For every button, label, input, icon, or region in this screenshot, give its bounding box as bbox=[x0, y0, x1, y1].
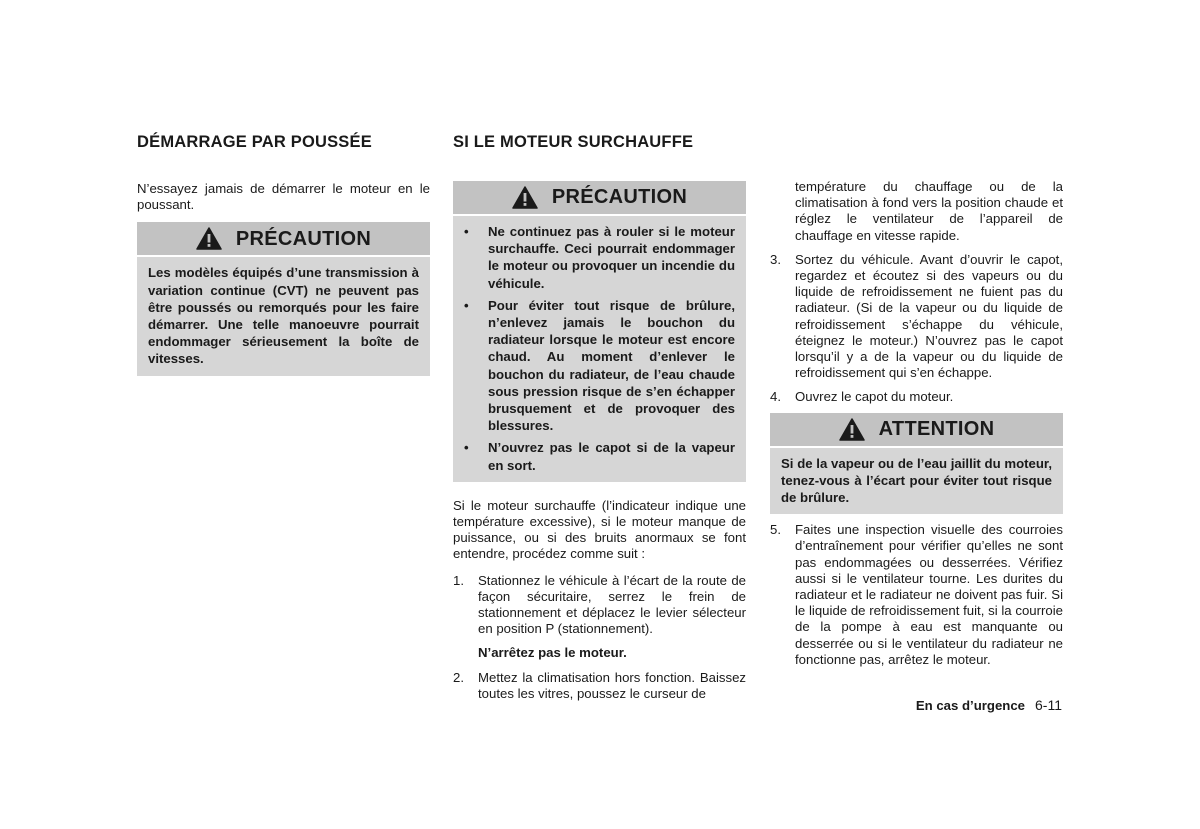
step-number: 1. bbox=[453, 572, 464, 588]
list-item: • Pour éviter tout risque de brûlure, n’enlevez jamais le bouchon du radiateur lorsque le moteur est encore chaud. Au moment d’enlever le bouchon du radiateur, de l’eau chaude sous pression risque de s’en échapper brusquement et de provoquer des blessures. bbox=[464, 297, 735, 434]
step-number: 2. bbox=[453, 669, 464, 685]
step-item bbox=[770, 389, 1063, 405]
caution-box-header bbox=[137, 222, 430, 257]
step-text: Stationnez le véhicule à l’écart de la route de façon sécuritaire, serrez le frein de stationnement et déplacez le levier sélecteur en position P (stationnement). bbox=[478, 572, 746, 637]
step-text: Mettez la climatisation hors fonction. Baissez toutes les vitres, poussez le curseur de bbox=[478, 669, 746, 701]
caution-box-cvt bbox=[137, 222, 430, 375]
caution-box-header bbox=[453, 181, 746, 216]
step-text: Sortez du véhicule. Avant d’ouvrir le capot, regardez et écoutez si des vapeurs ou du liquide de refroidissement ne fuient pas du radiateur. (Si de la vapeur ou du liquide de refroidissement s’échappe du véhicule, éteignez le moteur.) N’ouvrez pas le capot lorsqu’il y a de la vapeur ou du liquide de refroidissement qui s’en échappe. bbox=[795, 251, 1063, 381]
step-number: 4. bbox=[770, 389, 781, 405]
step-text: Ouvrez le capot du moteur. bbox=[795, 389, 954, 405]
attention-title: ATTENTION bbox=[878, 418, 995, 441]
page-number: 6-11 bbox=[1035, 697, 1062, 713]
step-item bbox=[453, 573, 746, 638]
overheat-intro: Si le moteur surchauffe (l’indicateur indique une température excessive), si le moteur manque de puissance, ou si des bruits anormaux se font entendre, procédez comme suit : bbox=[453, 497, 746, 562]
step-item bbox=[453, 670, 746, 702]
step-item bbox=[770, 252, 1063, 382]
page-footer bbox=[870, 697, 1062, 713]
caution-body bbox=[453, 216, 746, 482]
column-left bbox=[137, 131, 430, 376]
step-note: N’arrêtez pas le moteur. bbox=[478, 645, 627, 661]
list-item: • Ne continuez pas à rouler si le moteur surchauffe. Ceci pourrait endommager le moteur ou provoquer un incendie du véhicule. bbox=[464, 224, 735, 291]
step-number: 3. bbox=[770, 251, 781, 267]
caution-title: PRÉCAUTION bbox=[235, 227, 372, 250]
caution-box-overheat bbox=[453, 181, 746, 482]
caution-text: Les modèles équipés d’une transmission à variation continue (CVT) ne peuvent pas être poussés ou remorqués pour les faire démarrer. Une telle manoeuvre pourrait endommager sérieusement la boîte de vitesses. bbox=[148, 265, 419, 367]
step-item bbox=[770, 522, 1063, 668]
attention-box bbox=[770, 413, 1063, 515]
section-heading-push-start: DÉMARRAGE PAR POUSSÉE bbox=[137, 133, 372, 151]
list-item: • N’ouvrez pas le capot si de la vapeur en sort. bbox=[464, 440, 735, 473]
section-heading-overheat: SI LE MOTEUR SURCHAUFFE bbox=[453, 133, 694, 151]
step-number: 5. bbox=[770, 522, 781, 538]
column-middle bbox=[453, 131, 746, 702]
warning-triangle-icon bbox=[196, 227, 222, 250]
warning-triangle-icon bbox=[839, 418, 865, 441]
bullet-dot-icon: • bbox=[464, 440, 469, 456]
attention-box-header bbox=[770, 413, 1063, 448]
caution-title: PRÉCAUTION bbox=[551, 186, 688, 209]
footer-section-title: En cas d’urgence bbox=[915, 698, 1026, 713]
bullet-dot-icon: • bbox=[464, 297, 469, 313]
step-continuation: température du chauffage ou de la climatisation à fond vers la position chaude et réglez le ventilateur de l’appareil de chauffage en vitesse rapide. bbox=[795, 179, 1063, 243]
push-start-intro: N’essayez jamais de démarrer le moteur en le poussant. bbox=[137, 181, 430, 213]
bullet-dot-icon: • bbox=[464, 224, 469, 239]
step-text: Faites une inspection visuelle des courroies d’entraînement pour vérifier qu’elles ne sont pas endommagées ou desserrées. Vérifiez aussi si le ventilateur tourne. Les durites du radiateur et le radiateur ne doivent pas fuir. Si le liquide de refroidissement fuit, si la courroie de la pompe à eau est manquante ou desserrée ou si le ventilateur du radiateur ne fonctionne pas, arrêtez le moteur. bbox=[795, 522, 1063, 667]
caution-bullet-list bbox=[464, 223, 735, 474]
column-right bbox=[770, 179, 1063, 668]
attention-text: Si de la vapeur ou de l’eau jaillit du moteur, tenez-vous à l’écart pour éviter tout risque de brûlure. bbox=[781, 455, 1052, 506]
warning-triangle-icon bbox=[512, 186, 538, 209]
